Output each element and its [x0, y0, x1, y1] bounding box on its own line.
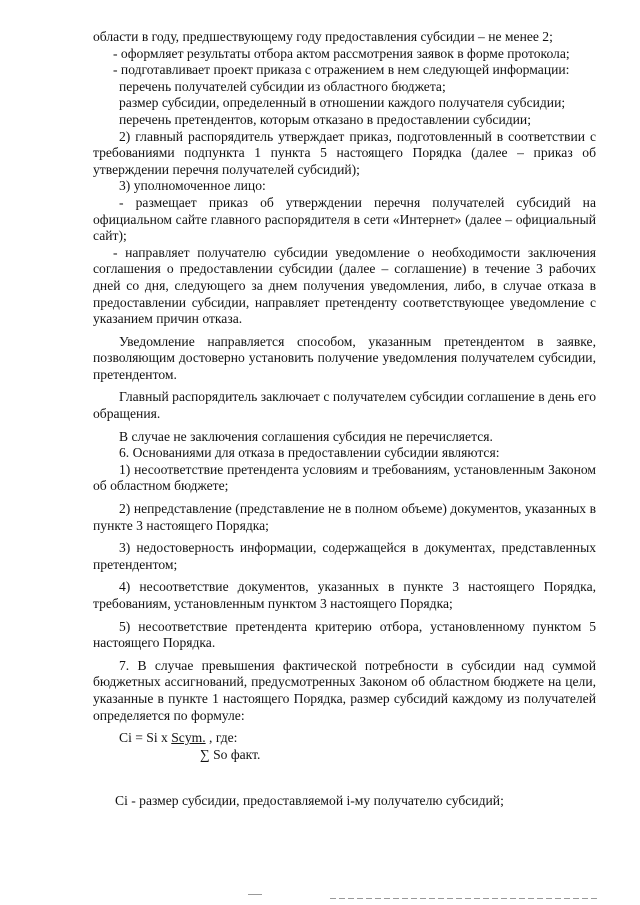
paragraph: - направляет получателю субсидии уведомление о необходимости заключения соглашения о предоставлении субсидии (далее – соглашение) в течение 3 рабочих дней со дня, следующего за днем получения уведомления, либо, в случае отказа в предоставлении субсидии, направляет претенденту соответствующее уведомление с указанием причин отказа.: [93, 244, 596, 327]
paragraph: Главный распорядитель заключает с получателем субсидии соглашение в день его обращения.: [93, 389, 596, 422]
formula-lhs: Ci = Si x: [119, 730, 172, 746]
formula-denominator: ∑ So факт.: [200, 746, 261, 762]
paragraph: 1) несоответствие претендента условиям и требованиям, установленным Законом об областном бюджете;: [93, 461, 596, 494]
paragraph: 4) несоответствие документов, указанных в пункте 3 настоящего Порядка, требованиям, установленным пунктом 3 настоящего Порядка;: [93, 579, 596, 611]
paragraph: 3) уполномоченное лицо:: [119, 178, 266, 194]
paragraph: 7. В случае превышения фактической потребности в субсидии над суммой бюджетных ассигнований, предусмотренных Законом об областном бюджете на цели, указанные в пункте 1 настоящего Порядка, размер субсидий каждому из получателей определяется по формуле:: [93, 657, 596, 723]
paragraph: - размещает приказ об утверждении перечня получателей субсидий на официальном сайте главного распорядителя в сети «Интернет» (далее – официальный сайт);: [93, 194, 596, 244]
formula-suffix: , где:: [205, 730, 238, 746]
paragraph: 3) недостоверность информации, содержащейся в документах, представленных претендентом;: [93, 540, 596, 572]
footer-mark: [248, 894, 262, 895]
paragraph: 6. Основаниями для отказа в предоставлении субсидии являются:: [119, 445, 500, 461]
paragraph: 2) главный распорядитель утверждает приказ, подготовленный в соответствии с требованиями подпункта 1 пункта 5 настоящего Порядка (далее – приказ об утверждении перечня получателей субсидий);: [93, 128, 596, 177]
formula-line: [93, 730, 596, 747]
paragraph: перечень претендентов, которым отказано в предоставлении субсидии;: [119, 111, 531, 127]
paragraph: - подготавливает проект приказа с отражением в нем следующей информации:: [113, 62, 570, 78]
paragraph: размер субсидии, определенный в отношении каждого получателя субсидии;: [119, 95, 566, 111]
paragraph: области в году, предшествующему году предоставления субсидии – не менее 2;: [93, 29, 553, 44]
paragraph: В случае не заключения соглашения субсидия не перечисляется.: [119, 428, 493, 444]
footer-line: [330, 898, 598, 899]
document-body: [93, 29, 596, 810]
formula-definition: Ci - размер субсидии, предоставляемой i-му получателю субсидий;: [115, 793, 504, 809]
paragraph: - оформляет результаты отбора актом рассмотрения заявок в форме протокола;: [113, 45, 570, 61]
paragraph: 5) несоответствие претендента критерию отбора, установленному пунктом 5 настоящего Порядка.: [93, 618, 596, 651]
paragraph: 2) непредставление (представление не в полном объеме) документов, указанных в пункте 3 настоящего Порядка;: [93, 501, 596, 533]
paragraph: перечень получателей субсидии из областного бюджета;: [119, 78, 446, 94]
paragraph: Уведомление направляется способом, указанным претендентом в заявке, позволяющим достоверно установить получение уведомления получателем субсидии, претендентом.: [93, 333, 596, 382]
formula-numerator: Scym.: [171, 730, 206, 746]
